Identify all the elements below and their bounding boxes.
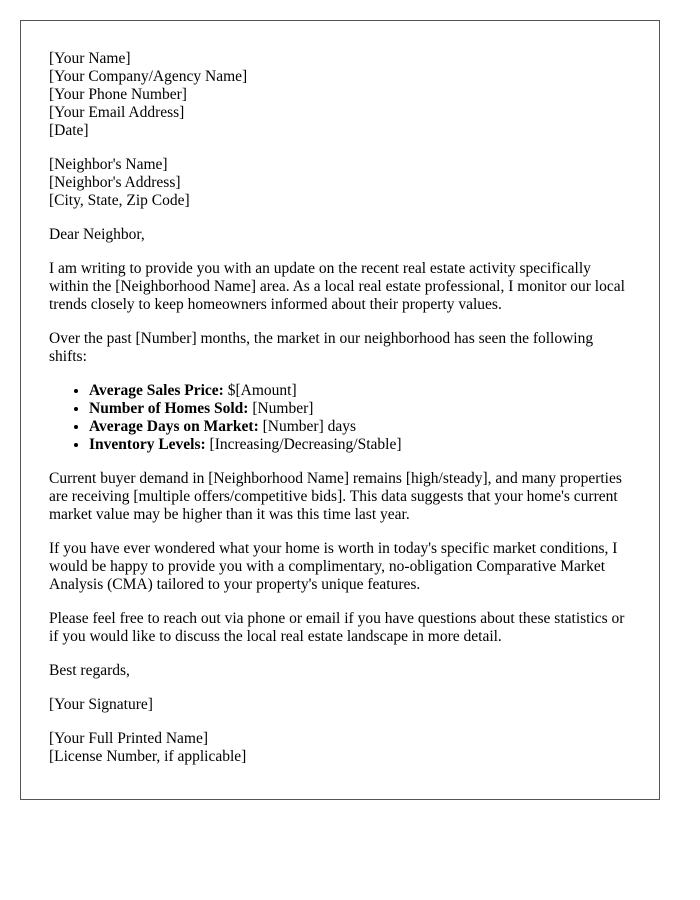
stat-value: [Increasing/Decreasing/Stable] [205,436,402,453]
demand-paragraph: Current buyer demand in [Neighborhood Name] remains [high/steady], and many properties are receiving [multiple offers/competitive bids]. This data suggests that your home's current market value may be higher than it was this time last year. [49,470,622,523]
stat-value: [Number] days [258,418,357,435]
license-number: [License Number, if applicable] [49,748,247,765]
stat-item-homes-sold [89,400,631,418]
stat-item-days-on-market [89,418,631,436]
salutation: Dear Neighbor, [49,226,145,243]
sender-name: [Your Name] [49,50,131,67]
sender-block [49,50,631,140]
recipient-address: [Neighbor's Address] [49,174,181,191]
recipient-block [49,156,631,210]
contact-paragraph: Please feel free to reach out via phone or email if you have questions about these statistics or if you would like to discuss the local real estate landscape in more detail. [49,610,625,645]
sender-email: [Your Email Address] [49,104,185,121]
letter-date: [Date] [49,122,89,139]
printed-name: [Your Full Printed Name] [49,730,209,747]
stat-value: [Number] [248,400,314,417]
sender-phone: [Your Phone Number] [49,86,187,103]
sender-company: [Your Company/Agency Name] [49,68,248,85]
signoff-block [49,730,631,766]
stat-label: Average Sales Price: [89,382,224,399]
stat-label: Inventory Levels: [89,436,206,453]
stat-item-average-sales-price [89,382,631,400]
market-intro-paragraph: Over the past [Number] months, the market in our neighborhood has seen the following shifts: [49,330,594,365]
signature-placeholder: [Your Signature] [49,696,153,713]
intro-paragraph: I am writing to provide you with an update on the recent real estate activity specifically within the [Neighborhood Name] area. As a local real estate professional, I monitor our local trends closely to keep homeowners informed about their property values. [49,260,625,313]
stat-value: $[Amount] [223,382,297,399]
letter-page [20,20,660,800]
closing: Best regards, [49,662,130,679]
cma-offer-paragraph: If you have ever wondered what your home is worth in today's specific market conditions, I would be happy to provide you with a complimentary, no-obligation Comparative Market Analysis (CMA) tailored to your property's unique features. [49,540,618,593]
market-stats-list [49,382,631,454]
recipient-city-state-zip: [City, State, Zip Code] [49,192,190,209]
recipient-name: [Neighbor's Name] [49,156,168,173]
stat-item-inventory-levels [89,436,631,454]
stat-label: Number of Homes Sold: [89,400,249,417]
stat-label: Average Days on Market: [89,418,259,435]
